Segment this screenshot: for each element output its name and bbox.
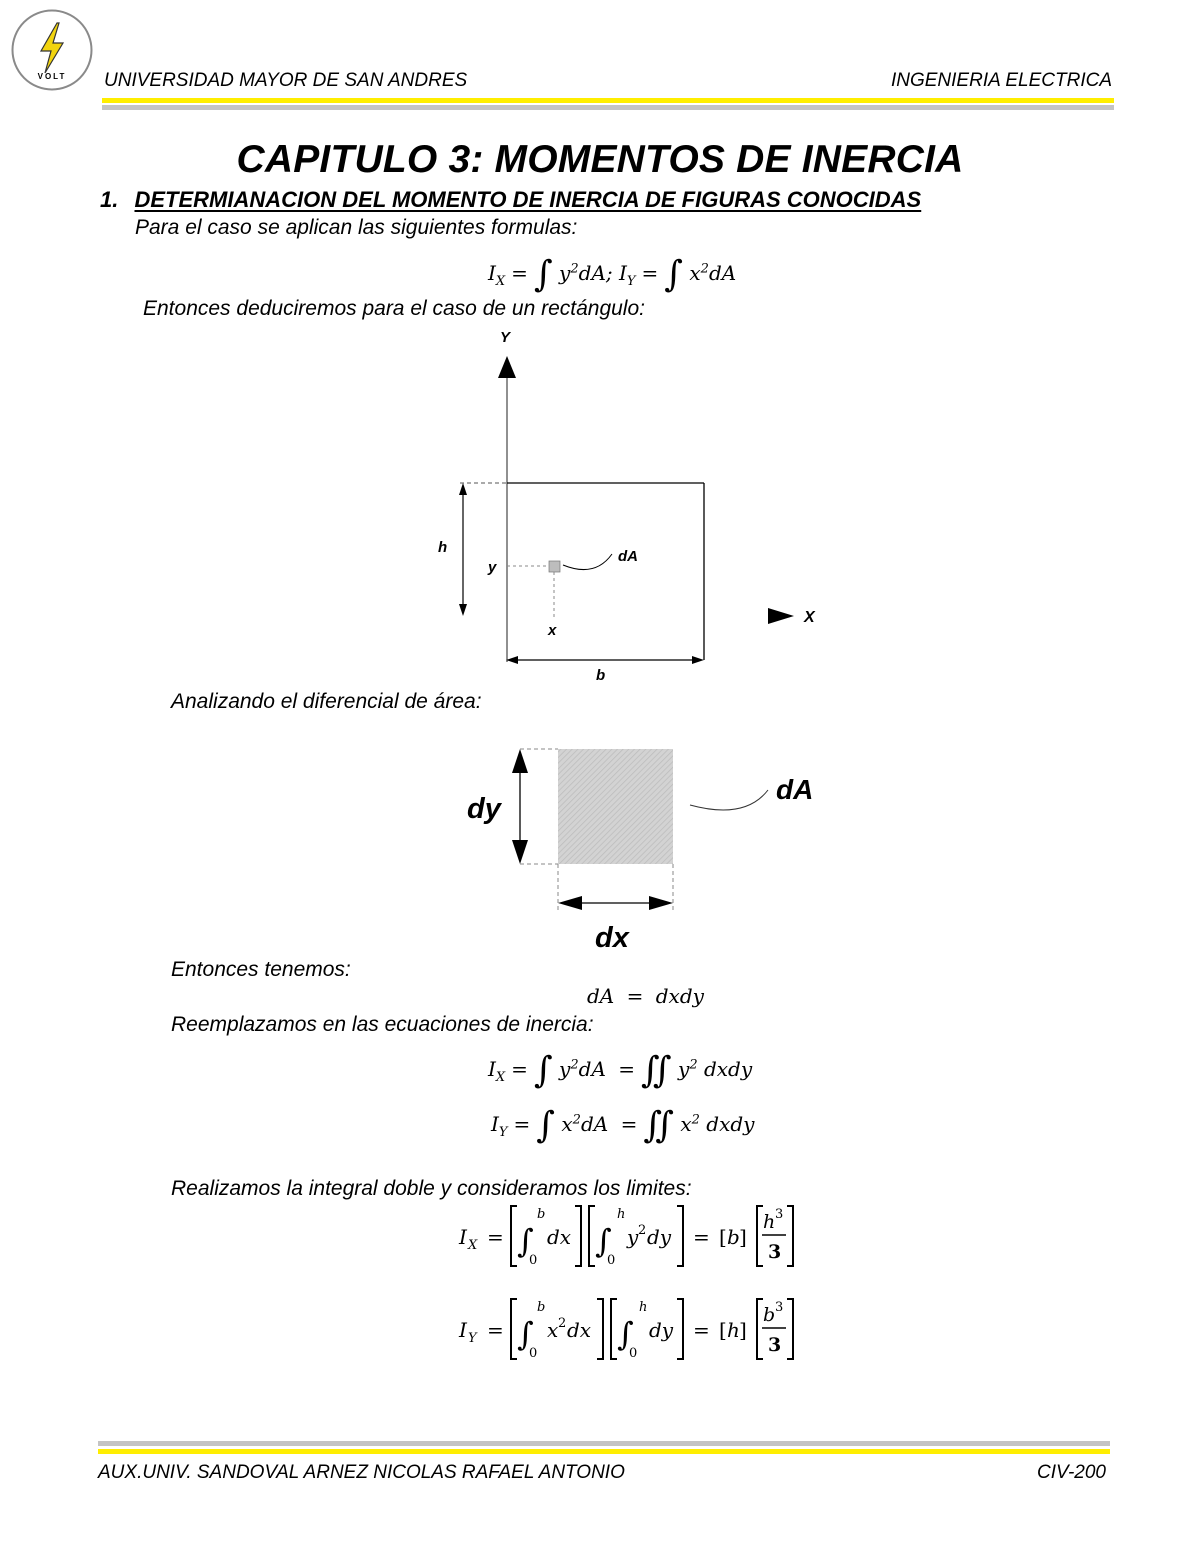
header-department: INGENIERIA ELECTRICA — [890, 70, 1112, 91]
svg-text:2: 2 — [558, 1316, 567, 1331]
svg-text:2: 2 — [638, 1223, 647, 1238]
section-heading-text: DETERMIANACION DEL MOMENTO DE INERCIA DE FIGURAS CONOCIDAS — [134, 187, 922, 212]
svg-text:Y: Y — [468, 1331, 477, 1346]
svg-text:3: 3 — [775, 1300, 784, 1315]
svg-text:h: h — [727, 1318, 740, 1342]
paragraph-double-integral: Realizamos la integral doble y consideramos los limites: — [171, 1177, 692, 1200]
page-title: CAPITULO 3: MOMENTOS DE INERCIA — [236, 138, 964, 181]
lightning-bolt-icon — [11, 9, 93, 91]
b-label: b — [596, 667, 606, 684]
equation-iy-double: $I_Y$ = ∫ $x^2dA$ = ∬ $x^2$ dxdy — [491, 1105, 755, 1146]
svg-text:I: I — [459, 1225, 467, 1249]
svg-text:∫: ∫ — [595, 1222, 612, 1260]
svg-text:h: h — [639, 1300, 648, 1315]
svg-text:dx: dx — [547, 1225, 572, 1249]
svg-text:∫: ∫ — [517, 1222, 534, 1260]
svg-text:[: [ — [719, 1318, 727, 1342]
dy-label: dy — [467, 793, 501, 825]
svg-text:dy: dy — [647, 1225, 672, 1249]
svg-text:h: h — [763, 1211, 776, 1233]
h-label: h — [438, 539, 448, 556]
svg-text:b: b — [537, 1207, 546, 1222]
logo — [11, 9, 93, 91]
equation-ix-double: $I_X$ = ∫ $y^2dA$ = ∬ $y^2$ dxdy — [488, 1050, 753, 1091]
svg-text:y: y — [627, 1225, 639, 1249]
differential-area-diagram — [450, 735, 850, 960]
svg-text:0: 0 — [529, 1346, 538, 1361]
svg-text:h: h — [617, 1207, 626, 1222]
svg-text:dy: dy — [649, 1318, 674, 1342]
x-coordinate-label: x — [548, 622, 557, 639]
svg-text:0: 0 — [629, 1346, 638, 1361]
footer-course: CIV-200 — [1037, 1462, 1106, 1483]
svg-text:=: = — [487, 1225, 504, 1249]
dx-label: dx — [595, 922, 629, 954]
svg-text:]: ] — [739, 1225, 747, 1249]
svg-text:=: = — [693, 1225, 710, 1249]
paragraph-then: Entonces tenemos: — [171, 958, 351, 981]
svg-text:0: 0 — [529, 1253, 538, 1268]
paragraph-rectangle-intro: Entonces deduciremos para el caso de un rectángulo: — [143, 297, 645, 320]
footer-gray-rule — [98, 1441, 1110, 1446]
svg-text:b: b — [727, 1225, 740, 1249]
dA-element — [549, 561, 560, 572]
paragraph-area-intro: Analizando el diferencial de área: — [171, 690, 482, 713]
svg-text:=: = — [487, 1318, 504, 1342]
svg-text:]: ] — [739, 1318, 747, 1342]
equation-iy-limits — [455, 1293, 815, 1368]
y-coordinate-label: y — [488, 559, 497, 576]
rectangle-diagram — [420, 322, 840, 692]
x-axis-arrowhead — [768, 608, 794, 624]
equation-dA: dA = dxdy — [587, 984, 704, 1008]
footer-author: AUX.UNIV. SANDOVAL ARNEZ NICOLAS RAFAEL ANTONIO — [98, 1462, 625, 1483]
svg-text:3: 3 — [768, 1241, 782, 1263]
svg-text:∫: ∫ — [517, 1315, 534, 1353]
svg-text:X: X — [468, 1238, 478, 1253]
equation-formulas: $I_X$ = ∫ $y^2dA$; $I_Y$ = ∫ $x^2dA$ — [488, 254, 737, 295]
svg-text:∫: ∫ — [617, 1315, 634, 1353]
paragraph-formulas-intro: Para el caso se aplican las siguientes formulas: — [135, 216, 578, 239]
equation-ix-limits — [455, 1200, 815, 1275]
dA-square — [558, 749, 673, 864]
footer-yellow-rule — [98, 1449, 1110, 1454]
svg-text:3: 3 — [775, 1207, 784, 1222]
section-number: 1. — [100, 187, 119, 212]
svg-text:=: = — [693, 1318, 710, 1342]
header-university: UNIVERSIDAD MAYOR DE SAN ANDRES — [104, 70, 468, 91]
svg-text:3: 3 — [768, 1334, 782, 1356]
svg-text:b: b — [763, 1304, 776, 1326]
svg-text:dx: dx — [567, 1318, 592, 1342]
paragraph-replace: Reemplazamos en las ecuaciones de inercia: — [171, 1013, 594, 1036]
y-axis-arrowhead — [498, 356, 516, 378]
x-axis-label: X — [804, 609, 815, 626]
svg-text:0: 0 — [607, 1253, 616, 1268]
logo-text: VOLT — [37, 72, 67, 81]
svg-text:b: b — [537, 1300, 546, 1315]
svg-text:x: x — [547, 1318, 559, 1342]
svg-text:I: I — [459, 1318, 467, 1342]
y-axis-label: Y — [500, 329, 511, 346]
header-yellow-rule — [102, 98, 1114, 103]
section-heading — [100, 187, 921, 213]
dA-label-large: dA — [776, 774, 814, 805]
svg-text:[: [ — [719, 1225, 727, 1249]
header-gray-rule — [102, 105, 1114, 110]
dA-label: dA — [618, 548, 638, 565]
